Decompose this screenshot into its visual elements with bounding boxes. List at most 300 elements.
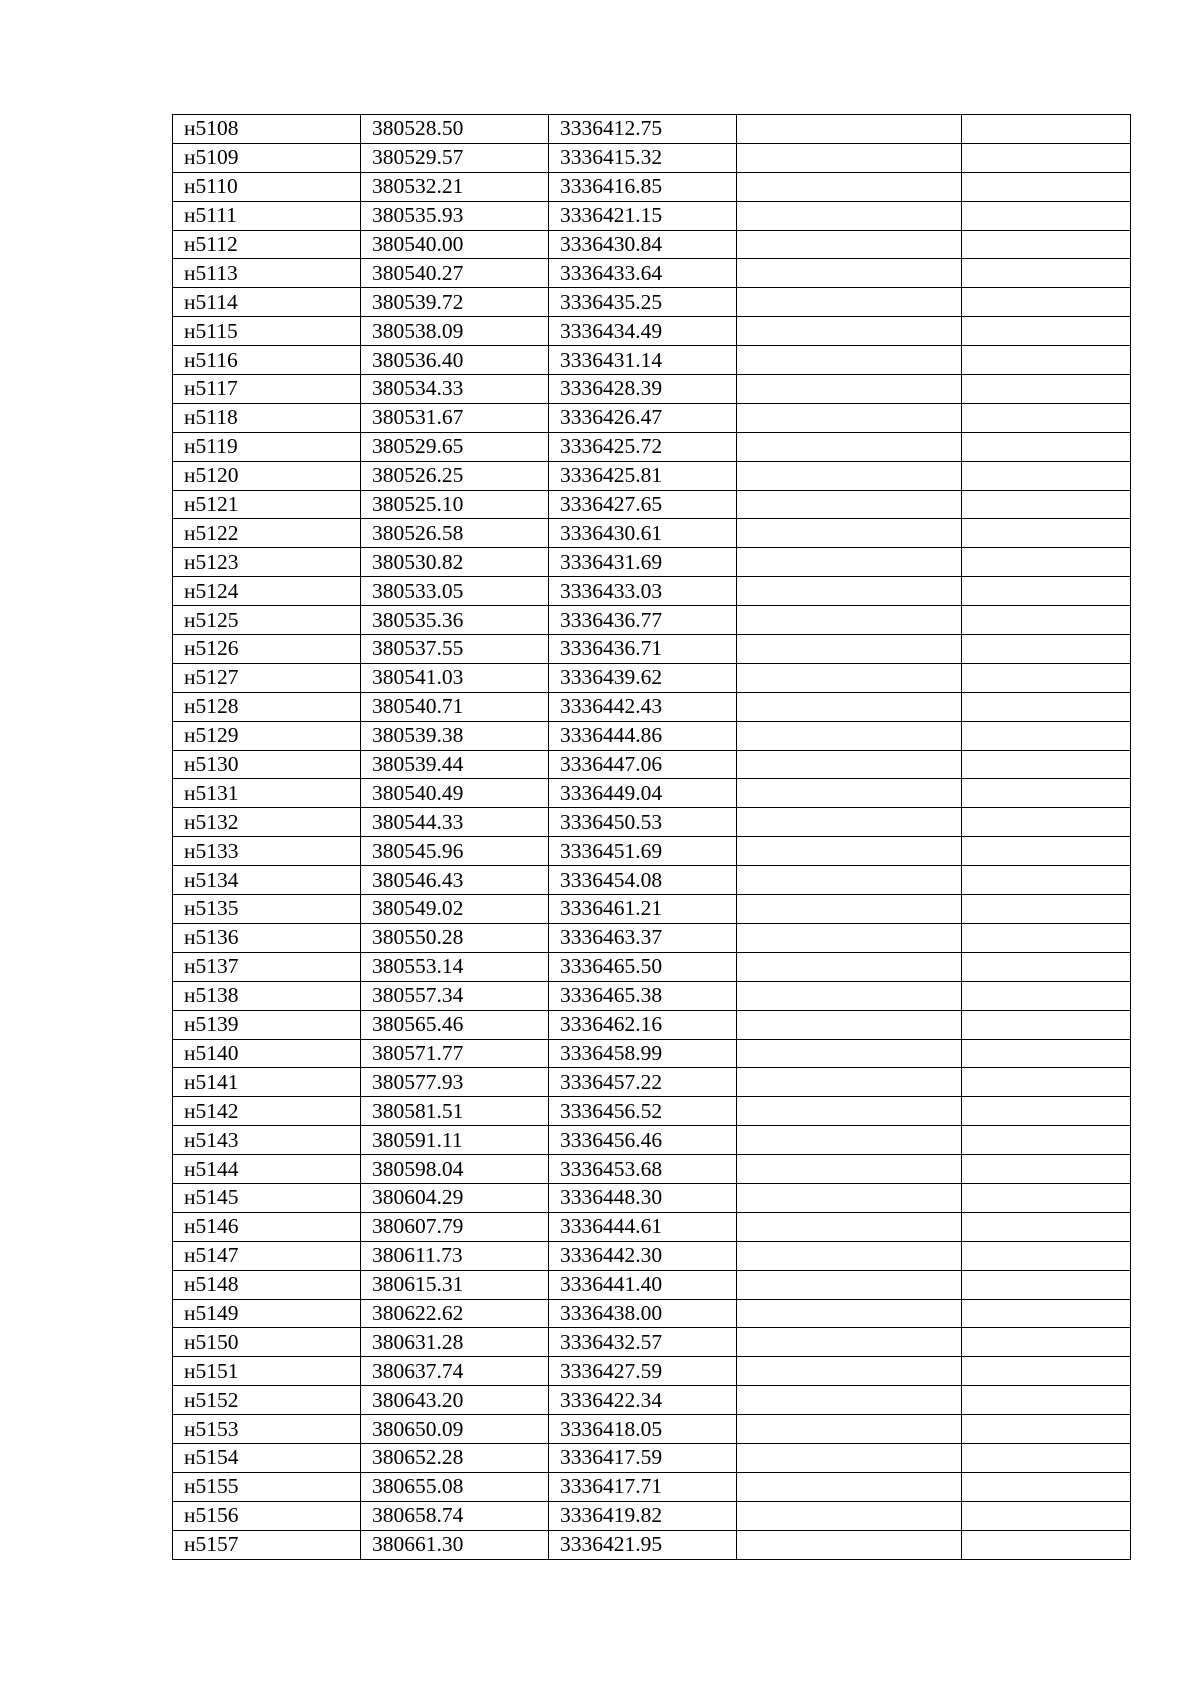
empty-cell-5	[962, 432, 1131, 461]
table-row	[173, 1299, 1131, 1328]
x-coordinate-cell: 380528.50	[361, 115, 549, 144]
empty-cell-5	[962, 259, 1131, 288]
empty-cell-4	[737, 1415, 962, 1444]
empty-cell-5	[962, 606, 1131, 635]
empty-cell-5	[962, 288, 1131, 317]
x-coordinate-cell: 380536.40	[361, 346, 549, 375]
y-coordinate-cell: 3336436.77	[549, 606, 737, 635]
y-coordinate-cell: 3336418.05	[549, 1415, 737, 1444]
x-coordinate-cell: 380598.04	[361, 1155, 549, 1184]
empty-cell-5	[962, 143, 1131, 172]
table-row	[173, 346, 1131, 375]
point-id-cell: н5112	[173, 230, 361, 259]
point-id-cell: н5127	[173, 663, 361, 692]
point-id-cell: н5129	[173, 721, 361, 750]
x-coordinate-cell: 380591.11	[361, 1126, 549, 1155]
empty-cell-4	[737, 490, 962, 519]
y-coordinate-cell: 3336456.52	[549, 1097, 737, 1126]
empty-cell-4	[737, 1212, 962, 1241]
y-coordinate-cell: 3336431.69	[549, 548, 737, 577]
x-coordinate-cell: 380529.65	[361, 432, 549, 461]
empty-cell-5	[962, 1415, 1131, 1444]
empty-cell-4	[737, 1357, 962, 1386]
x-coordinate-cell: 380526.58	[361, 519, 549, 548]
table-row	[173, 808, 1131, 837]
table-row	[173, 1328, 1131, 1357]
empty-cell-5	[962, 663, 1131, 692]
empty-cell-5	[962, 895, 1131, 924]
point-id-cell: н5141	[173, 1068, 361, 1097]
x-coordinate-cell: 380557.34	[361, 981, 549, 1010]
point-id-cell: н5150	[173, 1328, 361, 1357]
table-row	[173, 981, 1131, 1010]
y-coordinate-cell: 3336454.08	[549, 866, 737, 895]
y-coordinate-cell: 3336457.22	[549, 1068, 737, 1097]
y-coordinate-cell: 3336416.85	[549, 172, 737, 201]
empty-cell-5	[962, 548, 1131, 577]
y-coordinate-cell: 3336435.25	[549, 288, 737, 317]
empty-cell-4	[737, 808, 962, 837]
point-id-cell: н5156	[173, 1501, 361, 1530]
empty-cell-5	[962, 1097, 1131, 1126]
x-coordinate-cell: 380541.03	[361, 663, 549, 692]
point-id-cell: н5120	[173, 461, 361, 490]
y-coordinate-cell: 3336465.38	[549, 981, 737, 1010]
x-coordinate-cell: 380565.46	[361, 1010, 549, 1039]
empty-cell-5	[962, 952, 1131, 981]
x-coordinate-cell: 380533.05	[361, 577, 549, 606]
point-id-cell: н5115	[173, 317, 361, 346]
y-coordinate-cell: 3336456.46	[549, 1126, 737, 1155]
x-coordinate-cell: 380530.82	[361, 548, 549, 577]
point-id-cell: н5143	[173, 1126, 361, 1155]
x-coordinate-cell: 380525.10	[361, 490, 549, 519]
x-coordinate-cell: 380615.31	[361, 1270, 549, 1299]
x-coordinate-cell: 380539.38	[361, 721, 549, 750]
empty-cell-5	[962, 866, 1131, 895]
x-coordinate-cell: 380532.21	[361, 172, 549, 201]
point-id-cell: н5152	[173, 1386, 361, 1415]
y-coordinate-cell: 3336453.68	[549, 1155, 737, 1184]
table-row	[173, 1501, 1131, 1530]
point-id-cell: н5110	[173, 172, 361, 201]
empty-cell-4	[737, 1010, 962, 1039]
point-id-cell: н5118	[173, 403, 361, 432]
y-coordinate-cell: 3336444.86	[549, 721, 737, 750]
point-id-cell: н5145	[173, 1183, 361, 1212]
y-coordinate-cell: 3336444.61	[549, 1212, 737, 1241]
table-row	[173, 1039, 1131, 1068]
table-row	[173, 461, 1131, 490]
table-row	[173, 1010, 1131, 1039]
point-id-cell: н5149	[173, 1299, 361, 1328]
empty-cell-4	[737, 1097, 962, 1126]
point-id-cell: н5133	[173, 837, 361, 866]
empty-cell-5	[962, 577, 1131, 606]
empty-cell-4	[737, 1183, 962, 1212]
table-row	[173, 1155, 1131, 1184]
empty-cell-4	[737, 692, 962, 721]
empty-cell-5	[962, 1501, 1131, 1530]
empty-cell-5	[962, 1183, 1131, 1212]
point-id-cell: н5154	[173, 1443, 361, 1472]
x-coordinate-cell: 380537.55	[361, 635, 549, 664]
empty-cell-5	[962, 201, 1131, 230]
x-coordinate-cell: 380544.33	[361, 808, 549, 837]
y-coordinate-cell: 3336419.82	[549, 1501, 737, 1530]
point-id-cell: н5146	[173, 1212, 361, 1241]
y-coordinate-cell: 3336434.49	[549, 317, 737, 346]
table-row	[173, 288, 1131, 317]
empty-cell-4	[737, 779, 962, 808]
point-id-cell: н5155	[173, 1472, 361, 1501]
y-coordinate-cell: 3336465.50	[549, 952, 737, 981]
x-coordinate-cell: 380652.28	[361, 1443, 549, 1472]
table-row	[173, 1126, 1131, 1155]
x-coordinate-cell: 380540.71	[361, 692, 549, 721]
x-coordinate-cell: 380553.14	[361, 952, 549, 981]
empty-cell-4	[737, 143, 962, 172]
empty-cell-4	[737, 750, 962, 779]
empty-cell-4	[737, 663, 962, 692]
table-row	[173, 490, 1131, 519]
point-id-cell: н5139	[173, 1010, 361, 1039]
x-coordinate-cell: 380577.93	[361, 1068, 549, 1097]
y-coordinate-cell: 3336436.71	[549, 635, 737, 664]
x-coordinate-cell: 380611.73	[361, 1241, 549, 1270]
y-coordinate-cell: 3336442.30	[549, 1241, 737, 1270]
y-coordinate-cell: 3336461.21	[549, 895, 737, 924]
x-coordinate-cell: 380529.57	[361, 143, 549, 172]
empty-cell-4	[737, 548, 962, 577]
empty-cell-5	[962, 1530, 1131, 1559]
empty-cell-4	[737, 519, 962, 548]
empty-cell-5	[962, 1039, 1131, 1068]
x-coordinate-cell: 380531.67	[361, 403, 549, 432]
empty-cell-4	[737, 230, 962, 259]
y-coordinate-cell: 3336421.95	[549, 1530, 737, 1559]
table-row	[173, 1443, 1131, 1472]
empty-cell-5	[962, 346, 1131, 375]
point-id-cell: н5125	[173, 606, 361, 635]
empty-cell-4	[737, 259, 962, 288]
table-row	[173, 1357, 1131, 1386]
empty-cell-5	[962, 172, 1131, 201]
x-coordinate-cell: 380658.74	[361, 1501, 549, 1530]
table-row	[173, 317, 1131, 346]
table-row	[173, 866, 1131, 895]
empty-cell-5	[962, 635, 1131, 664]
y-coordinate-cell: 3336417.59	[549, 1443, 737, 1472]
y-coordinate-cell: 3336450.53	[549, 808, 737, 837]
x-coordinate-cell: 380550.28	[361, 923, 549, 952]
table-row	[173, 952, 1131, 981]
empty-cell-5	[962, 230, 1131, 259]
y-coordinate-cell: 3336422.34	[549, 1386, 737, 1415]
y-coordinate-cell: 3336433.03	[549, 577, 737, 606]
empty-cell-4	[737, 981, 962, 1010]
empty-cell-5	[962, 1155, 1131, 1184]
table-row	[173, 1415, 1131, 1444]
y-coordinate-cell: 3336426.47	[549, 403, 737, 432]
point-id-cell: н5117	[173, 375, 361, 404]
y-coordinate-cell: 3336431.14	[549, 346, 737, 375]
empty-cell-5	[962, 1386, 1131, 1415]
coordinates-table	[172, 114, 1131, 1560]
y-coordinate-cell: 3336438.00	[549, 1299, 737, 1328]
empty-cell-5	[962, 837, 1131, 866]
x-coordinate-cell: 380534.33	[361, 375, 549, 404]
empty-cell-5	[962, 317, 1131, 346]
x-coordinate-cell: 380655.08	[361, 1472, 549, 1501]
point-id-cell: н5130	[173, 750, 361, 779]
y-coordinate-cell: 3336421.15	[549, 201, 737, 230]
empty-cell-4	[737, 1530, 962, 1559]
point-id-cell: н5134	[173, 866, 361, 895]
x-coordinate-cell: 380545.96	[361, 837, 549, 866]
x-coordinate-cell: 380539.44	[361, 750, 549, 779]
y-coordinate-cell: 3336448.30	[549, 1183, 737, 1212]
empty-cell-4	[737, 201, 962, 230]
empty-cell-4	[737, 1270, 962, 1299]
x-coordinate-cell: 380535.93	[361, 201, 549, 230]
table-row	[173, 692, 1131, 721]
y-coordinate-cell: 3336447.06	[549, 750, 737, 779]
y-coordinate-cell: 3336458.99	[549, 1039, 737, 1068]
empty-cell-4	[737, 866, 962, 895]
y-coordinate-cell: 3336427.65	[549, 490, 737, 519]
empty-cell-5	[962, 923, 1131, 952]
empty-cell-5	[962, 721, 1131, 750]
table-row	[173, 548, 1131, 577]
empty-cell-4	[737, 1126, 962, 1155]
y-coordinate-cell: 3336432.57	[549, 1328, 737, 1357]
x-coordinate-cell: 380540.49	[361, 779, 549, 808]
y-coordinate-cell: 3336425.72	[549, 432, 737, 461]
y-coordinate-cell: 3336463.37	[549, 923, 737, 952]
point-id-cell: н5131	[173, 779, 361, 808]
empty-cell-4	[737, 288, 962, 317]
table-row	[173, 1241, 1131, 1270]
empty-cell-4	[737, 923, 962, 952]
table-row	[173, 259, 1131, 288]
x-coordinate-cell: 380661.30	[361, 1530, 549, 1559]
table-row	[173, 1212, 1131, 1241]
table-row	[173, 837, 1131, 866]
table-row	[173, 750, 1131, 779]
empty-cell-4	[737, 837, 962, 866]
y-coordinate-cell: 3336412.75	[549, 115, 737, 144]
empty-cell-4	[737, 1443, 962, 1472]
empty-cell-5	[962, 490, 1131, 519]
y-coordinate-cell: 3336415.32	[549, 143, 737, 172]
point-id-cell: н5144	[173, 1155, 361, 1184]
table-row	[173, 895, 1131, 924]
table-row	[173, 1530, 1131, 1559]
empty-cell-5	[962, 1212, 1131, 1241]
empty-cell-4	[737, 952, 962, 981]
table-row	[173, 115, 1131, 144]
x-coordinate-cell: 380546.43	[361, 866, 549, 895]
point-id-cell: н5111	[173, 201, 361, 230]
table-row	[173, 635, 1131, 664]
empty-cell-5	[962, 808, 1131, 837]
empty-cell-4	[737, 721, 962, 750]
point-id-cell: н5119	[173, 432, 361, 461]
empty-cell-5	[962, 981, 1131, 1010]
empty-cell-5	[962, 1068, 1131, 1097]
x-coordinate-cell: 380604.29	[361, 1183, 549, 1212]
x-coordinate-cell: 380540.00	[361, 230, 549, 259]
x-coordinate-cell: 380549.02	[361, 895, 549, 924]
x-coordinate-cell: 380631.28	[361, 1328, 549, 1357]
point-id-cell: н5132	[173, 808, 361, 837]
point-id-cell: н5142	[173, 1097, 361, 1126]
point-id-cell: н5113	[173, 259, 361, 288]
empty-cell-5	[962, 115, 1131, 144]
empty-cell-4	[737, 1386, 962, 1415]
empty-cell-4	[737, 346, 962, 375]
y-coordinate-cell: 3336451.69	[549, 837, 737, 866]
y-coordinate-cell: 3336433.64	[549, 259, 737, 288]
table-row	[173, 143, 1131, 172]
x-coordinate-cell: 380540.27	[361, 259, 549, 288]
point-id-cell: н5135	[173, 895, 361, 924]
table-row	[173, 663, 1131, 692]
empty-cell-4	[737, 1039, 962, 1068]
y-coordinate-cell: 3336462.16	[549, 1010, 737, 1039]
table-row	[173, 201, 1131, 230]
x-coordinate-cell: 380538.09	[361, 317, 549, 346]
empty-cell-4	[737, 317, 962, 346]
point-id-cell: н5140	[173, 1039, 361, 1068]
empty-cell-4	[737, 1155, 962, 1184]
y-coordinate-cell: 3336439.62	[549, 663, 737, 692]
empty-cell-5	[962, 1328, 1131, 1357]
empty-cell-5	[962, 1357, 1131, 1386]
table-row	[173, 403, 1131, 432]
y-coordinate-cell: 3336425.81	[549, 461, 737, 490]
y-coordinate-cell: 3336449.04	[549, 779, 737, 808]
empty-cell-5	[962, 375, 1131, 404]
empty-cell-4	[737, 1241, 962, 1270]
empty-cell-5	[962, 779, 1131, 808]
y-coordinate-cell: 3336441.40	[549, 1270, 737, 1299]
x-coordinate-cell: 380637.74	[361, 1357, 549, 1386]
empty-cell-4	[737, 172, 962, 201]
empty-cell-4	[737, 432, 962, 461]
table-row	[173, 1386, 1131, 1415]
table-row	[173, 432, 1131, 461]
x-coordinate-cell: 380650.09	[361, 1415, 549, 1444]
empty-cell-4	[737, 895, 962, 924]
table-row	[173, 721, 1131, 750]
point-id-cell: н5138	[173, 981, 361, 1010]
point-id-cell: н5114	[173, 288, 361, 317]
point-id-cell: н5108	[173, 115, 361, 144]
empty-cell-4	[737, 606, 962, 635]
empty-cell-5	[962, 1270, 1131, 1299]
table-row	[173, 577, 1131, 606]
point-id-cell: н5147	[173, 1241, 361, 1270]
empty-cell-5	[962, 461, 1131, 490]
table-row	[173, 1472, 1131, 1501]
empty-cell-4	[737, 403, 962, 432]
empty-cell-5	[962, 519, 1131, 548]
point-id-cell: н5126	[173, 635, 361, 664]
table-row	[173, 230, 1131, 259]
x-coordinate-cell: 380581.51	[361, 1097, 549, 1126]
empty-cell-5	[962, 1126, 1131, 1155]
table-row	[173, 1183, 1131, 1212]
point-id-cell: н5121	[173, 490, 361, 519]
x-coordinate-cell: 380539.72	[361, 288, 549, 317]
table-row	[173, 1097, 1131, 1126]
coordinates-table-body	[173, 115, 1131, 1560]
y-coordinate-cell: 3336430.84	[549, 230, 737, 259]
x-coordinate-cell: 380526.25	[361, 461, 549, 490]
table-row	[173, 172, 1131, 201]
y-coordinate-cell: 3336427.59	[549, 1357, 737, 1386]
empty-cell-4	[737, 461, 962, 490]
empty-cell-5	[962, 1241, 1131, 1270]
x-coordinate-cell: 380643.20	[361, 1386, 549, 1415]
y-coordinate-cell: 3336417.71	[549, 1472, 737, 1501]
point-id-cell: н5148	[173, 1270, 361, 1299]
empty-cell-4	[737, 375, 962, 404]
y-coordinate-cell: 3336428.39	[549, 375, 737, 404]
point-id-cell: н5123	[173, 548, 361, 577]
point-id-cell: н5137	[173, 952, 361, 981]
table-row	[173, 779, 1131, 808]
x-coordinate-cell: 380535.36	[361, 606, 549, 635]
empty-cell-5	[962, 692, 1131, 721]
empty-cell-4	[737, 115, 962, 144]
empty-cell-5	[962, 1443, 1131, 1472]
point-id-cell: н5122	[173, 519, 361, 548]
point-id-cell: н5153	[173, 1415, 361, 1444]
empty-cell-4	[737, 1328, 962, 1357]
empty-cell-4	[737, 1068, 962, 1097]
point-id-cell: н5128	[173, 692, 361, 721]
y-coordinate-cell: 3336430.61	[549, 519, 737, 548]
empty-cell-4	[737, 577, 962, 606]
point-id-cell: н5124	[173, 577, 361, 606]
empty-cell-5	[962, 750, 1131, 779]
table-row	[173, 375, 1131, 404]
empty-cell-5	[962, 1299, 1131, 1328]
x-coordinate-cell: 380571.77	[361, 1039, 549, 1068]
table-row	[173, 606, 1131, 635]
point-id-cell: н5136	[173, 923, 361, 952]
empty-cell-5	[962, 1472, 1131, 1501]
point-id-cell: н5109	[173, 143, 361, 172]
empty-cell-4	[737, 1472, 962, 1501]
empty-cell-5	[962, 1010, 1131, 1039]
table-row	[173, 519, 1131, 548]
empty-cell-4	[737, 635, 962, 664]
empty-cell-4	[737, 1501, 962, 1530]
point-id-cell: н5157	[173, 1530, 361, 1559]
table-row	[173, 923, 1131, 952]
point-id-cell: н5116	[173, 346, 361, 375]
y-coordinate-cell: 3336442.43	[549, 692, 737, 721]
table-row	[173, 1270, 1131, 1299]
x-coordinate-cell: 380607.79	[361, 1212, 549, 1241]
empty-cell-4	[737, 1299, 962, 1328]
empty-cell-5	[962, 403, 1131, 432]
x-coordinate-cell: 380622.62	[361, 1299, 549, 1328]
